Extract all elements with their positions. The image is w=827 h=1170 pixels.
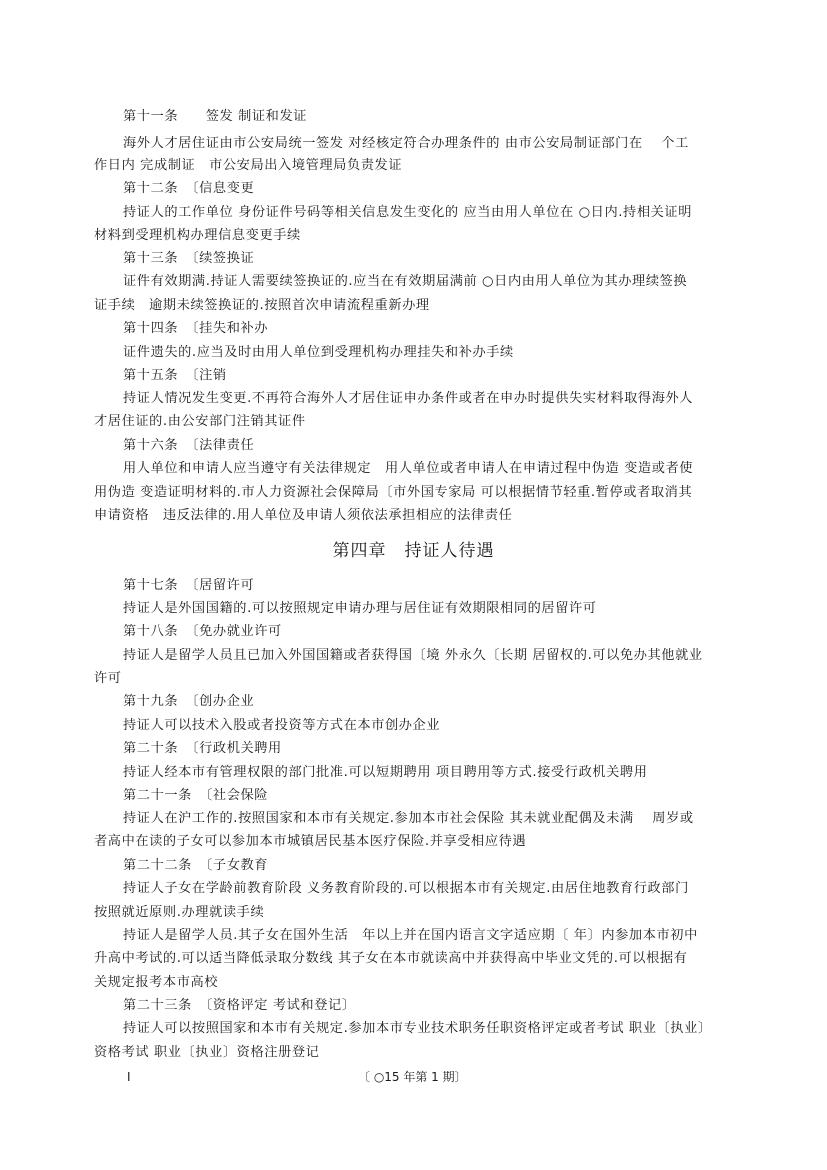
article-15-text-line: 才居住证的.由公安部门注销其证件 (94, 414, 306, 429)
article-22-text-line: 关规定报考本市高校 (94, 975, 219, 990)
article-13-text-line: 证手续 逾期未续签换证的.按照首次申请流程重新办理 (94, 298, 430, 313)
article-18-text-line: 持证人是留学人员且已加入外国国籍或者获得国〔境 外永久〔长期 居留权的.可以免办其他就业 (123, 648, 703, 663)
article-11-text-line: 作日内 完成制证 市公安局出入境管理局负责发证 (94, 158, 403, 173)
article-11-title: 第十一条 签发 制证和发证 (123, 109, 308, 124)
article-12-text-line: 持证人的工作单位 身份证件号码等相关信息发生变化的 应当由用人单位在 ○日内.持相关证明 (123, 205, 692, 220)
article-22-text-line: 持证人是留学人员.其子女在国外生活 年以上并在国内语言文字适应期〔 年〕内参加本市初中 (123, 928, 698, 943)
article-16-title: 第十六条 〔法律责任 (123, 438, 255, 453)
article-22-text-line: 持证人子女在学龄前教育阶段 义务教育阶段的.可以根据本市有关规定.由居住地教育行政部门 (123, 881, 689, 896)
page-number: I (127, 1070, 131, 1084)
article-20-text-line: 持证人经本市有管理权限的部门批准.可以短期聘用 项目聘用等方式.接受行政机关聘用 (123, 765, 648, 780)
article-16-text-line: 申请资格 违反法律的.用人单位及申请人须依法承担相应的法律责任 (94, 508, 513, 523)
article-18-text-line: 许可 (94, 671, 122, 686)
article-17-text-line: 持证人是外国国籍的.可以按照规定申请办理与居住证有效期限相同的居留许可 (123, 601, 597, 616)
article-11-text-line: 海外人才居住证由市公安局统一签发 对经核定符合办理条件的 由市公安局制证部门在 个工 (123, 136, 689, 151)
article-16-text-line: 用伪造 变造证明材料的.市人力资源社会保障局〔市外国专家局 可以根据情节轻重.暂停或者取消其 (94, 485, 693, 500)
article-14-text-line: 证件遗失的.应当及时由用人单位到受理机构办理挂失和补办手续 (123, 345, 514, 360)
issue-label: 〔 ○15 年第 1 期〕 (358, 1070, 467, 1084)
article-21-text-line: 持证人在沪工作的.按照国家和本市有关规定.参加本市社会保险 其未就业配偶及未满 周岁或 (123, 811, 694, 826)
article-23-text-line: 资格考试 职业〔执业〕资格注册登记 (94, 1045, 320, 1060)
article-13-title: 第十三条 〔续签换证 (123, 251, 255, 266)
article-15-title: 第十五条 〔注销 (123, 368, 227, 383)
article-21-title: 第二十一条 〔社会保险 (123, 788, 269, 803)
article-22-title: 第二十二条 〔子女教育 (123, 858, 269, 873)
article-19-text-line: 持证人可以技术入股或者投资等方式在本市创办企业 (123, 718, 441, 733)
article-18-title: 第十八条 〔免办就业许可 (123, 624, 282, 639)
article-22-text-line: 升高中考试的.可以适当降低录取分数线 其子女在本市就读高中并获得高中毕业文凭的.可以根据有 (94, 951, 688, 966)
chapter-heading: 第四章 持证人待遇 (332, 541, 495, 561)
article-14-title: 第十四条 〔挂失和补办 (123, 321, 269, 336)
article-12-title: 第十二条 〔信息变更 (123, 181, 255, 196)
article-16-text-line: 用人单位和申请人应当遵守有关法律规定 用人单位或者申请人在申请过程中伪造 变造或者使 (123, 461, 694, 476)
article-17-title: 第十七条 〔居留许可 (123, 578, 255, 593)
article-12-text-line: 材料到受理机构办理信息变更手续 (94, 228, 301, 243)
article-22-text-line: 按照就近原则.办理就读手续 (94, 905, 265, 920)
article-21-text-line: 者高中在读的子女可以参加本市城镇居民基本医疗保险.并享受相应待遇 (94, 834, 527, 849)
article-20-title: 第二十条 〔行政机关聘用 (123, 741, 282, 756)
article-23-title: 第二十三条 〔资格评定 考试和登记〕 (123, 998, 356, 1013)
article-13-text-line: 证件有效期满.持证人需要续签换证的.应当在有效期届满前 ○日内由用人单位为其办理续签换 (123, 274, 688, 289)
article-23-text-line: 持证人可以按照国家和本市有关规定.参加本市专业技术职务任职资格评定或者考试 职业〔执业〕 (123, 1021, 712, 1036)
article-15-text-line: 持证人情况发生变更.不再符合海外人才居住证申办条件或者在申办时提供失实材料取得海外人 (123, 391, 694, 406)
article-19-title: 第十九条 〔创办企业 (123, 694, 255, 709)
